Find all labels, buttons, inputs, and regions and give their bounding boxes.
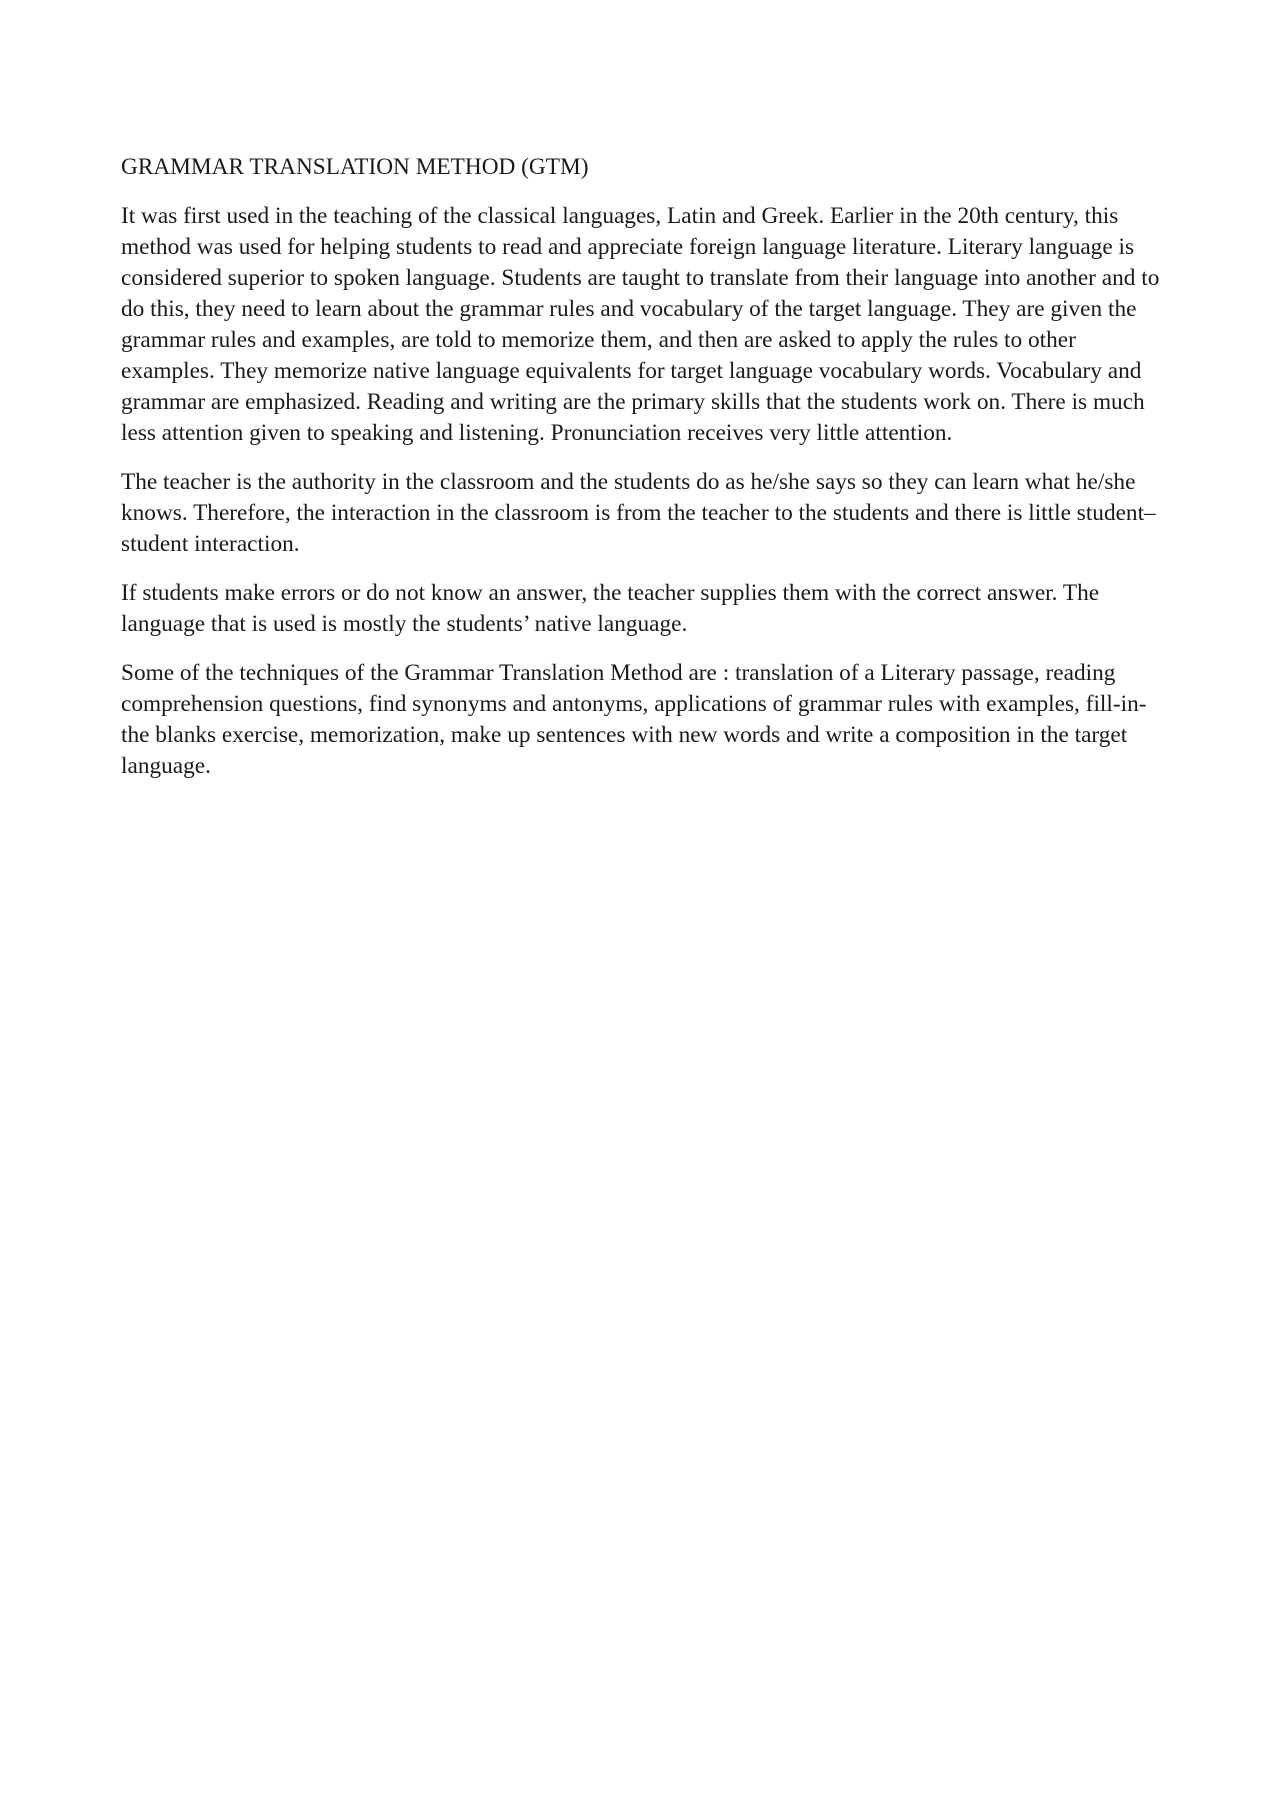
paragraph-error-correction: If students make errors or do not know an answer, the teacher supplies them with the correct answer. The language that is used is mostly the students’ native language. (121, 580, 1100, 637)
paragraph-gtm-history: It was first used in the teaching of the classical languages, Latin and Greek. Earlier in the 20th century, this method was used for helping students to read and appreciate foreign language literature. Literary language is considered superior to spoken language. Students are taught to translate from their language into another and to do this, they need to learn about the grammar rules and vocabulary of the target language. They are given the grammar rules and examples, are told to memorize them, and then are asked to apply the rules to other examples. They memorize native language equivalents for target language vocabulary words. Vocabulary and grammar are emphasized. Reading and writing are the primary skills that the students work on. There is much less attention given to speaking and listening. Pronunciation receives very little attention. (121, 203, 1160, 446)
document-body (121, 152, 1166, 800)
paragraph-teacher-role: The teacher is the authority in the classroom and the students do as he/she says so they can learn what he/she knows. Therefore, the interaction in the classroom is from the teacher to the students and there is little student–student interaction. (121, 469, 1156, 557)
document-title: GRAMMAR TRANSLATION METHOD (GTM) (121, 154, 589, 180)
paragraph-techniques: Some of the techniques of the Grammar Translation Method are : translation of a Literary passage, reading comprehension questions, find synonyms and antonyms, applications of grammar rules with examples, fill-in-the blanks exercise, memorization, make up sentences with new words and write a composition in the target language. (121, 660, 1147, 779)
